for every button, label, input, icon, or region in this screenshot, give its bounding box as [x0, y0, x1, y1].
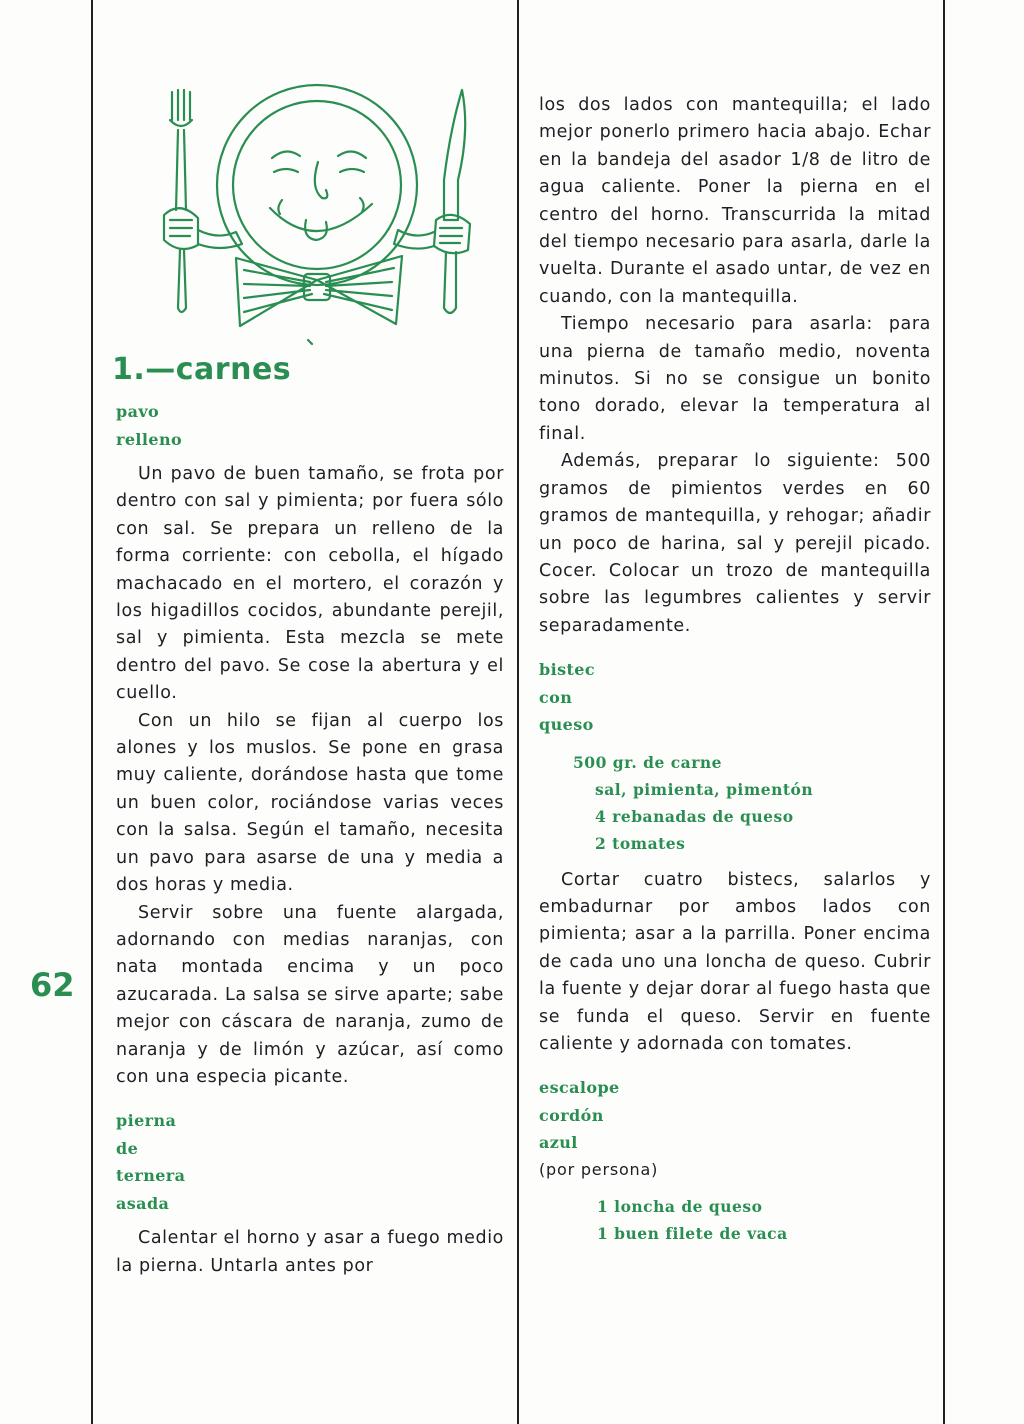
- recipe-paragraph: Calentar el horno y asar a fuego medio la pierna. Untarla antes por: [116, 1228, 504, 1276]
- recipe-paragraph: Cortar cuatro bistecs, salarlos y embadurnar por ambos lados con pimienta; asar a la parrilla. Poner encima de cada uno una loncha de queso. Cubrir la fuente y dejar dorar al fuego hasta que se funda el queso. Servir en fuente caliente y adornada con tomates.: [539, 869, 931, 1055]
- recipe-paragraph: Tiempo necesario para asarla: para una pierna de tamaño medio, noventa minutos. Si no se consigue un bonito tono dorado, elevar la temperatura al final.: [539, 314, 931, 444]
- recipe-paragraph: Además, preparar lo siguiente: 500 gramos de pimientos verdes en 60 gramos de mantequilla, y rehogar; añadir un poco de harina, sal y perejil picado. Cocer. Colocar un trozo de mantequilla sobre las legumbres calientes y servir separadamente.: [539, 451, 931, 636]
- recipe-paragraph: Servir sobre una fuente alargada, adornando con medias naranjas, con nata montada encima y un poco azucarada. La salsa se sirve aparte; sabe mejor con cáscara de naranja, zumo de naranja y de limón y azúcar, así como con una especia picante.: [116, 902, 504, 1087]
- chapter-title: 1.—carnes: [112, 352, 292, 387]
- ingredient-item: 2 tomates: [595, 833, 686, 853]
- right-column: [539, 92, 931, 1247]
- recipe-title-line: queso: [539, 715, 594, 735]
- recipe-title-pierna-de-ternera-asada: [116, 1107, 504, 1217]
- ingredient-item: 500 gr. de carne: [573, 752, 722, 772]
- recipe-title-line: con: [539, 687, 573, 707]
- recipe-paragraph: los dos lados con mantequilla; el lado mejor ponerlo primero hacia abajo. Echar en la bandeja del asador 1/8 de litro de agua caliente. Poner la pierna en el centro del horno. Transcurrida la mitad del tiempo necesario para asarla, darle la vuelta. Durante el asado untar, de vez en cuando, con la mantequilla.: [539, 95, 931, 307]
- recipe-title-line: escalope: [539, 1078, 620, 1098]
- ingredient-list: [597, 1193, 931, 1247]
- recipe-title-line: ternera: [116, 1166, 186, 1186]
- ingredient-item: sal, pimienta, pimentón: [595, 779, 814, 799]
- right-rule: [943, 0, 945, 1424]
- center-rule: [517, 0, 519, 1424]
- recipe-paragraph: Con un hilo se fijan al cuerpo los alones y los muslos. Se pone en grasa muy caliente, dorándose hasta que tome un buen color, rociándose varias veces con la salsa. Según el tamaño, necesita un pavo para asarse de una y media a dos horas y media.: [116, 710, 504, 896]
- recipe-title-line: de: [116, 1138, 139, 1158]
- recipe-title-line: pavo: [116, 402, 160, 421]
- recipe-title-bistec-con-queso: [539, 656, 931, 739]
- ingredient-item: 4 rebanadas de queso: [595, 806, 794, 826]
- ingredient-item: 1 buen filete de vaca: [597, 1223, 788, 1243]
- recipe-title-line: cordón: [539, 1105, 604, 1125]
- serving-note: (por persona): [539, 1159, 659, 1179]
- page-number: 62: [30, 966, 75, 1004]
- left-rule: [91, 0, 93, 1424]
- ingredient-list: [573, 749, 931, 857]
- recipe-title-line: azul: [539, 1133, 578, 1153]
- recipe-title-pavo-relleno: [116, 398, 504, 453]
- recipe-paragraph: Un pavo de buen tamaño, se frota por dentro con sal y pimienta; por fuera sólo con sal. Se prepara un relleno de la forma corriente: con cebolla, el hígado machacado en el mortero, el corazón y los higadillos cocidos, abundante perejil, sal y pimienta. Esta mezcla se mete dentro del pavo. Se cose la abertura y el cuello.: [116, 464, 504, 704]
- left-column: [116, 398, 504, 1280]
- recipe-title-line: pierna: [116, 1111, 177, 1131]
- recipe-title-line: bistec: [539, 660, 595, 680]
- recipe-title-line: asada: [116, 1193, 170, 1213]
- recipe-title-escalope-cordon-azul: [539, 1074, 931, 1157]
- ingredient-item: 1 loncha de queso: [597, 1196, 763, 1216]
- recipe-title-line: relleno: [116, 429, 183, 449]
- plate-face-with-fork-and-knife-icon: [140, 80, 490, 345]
